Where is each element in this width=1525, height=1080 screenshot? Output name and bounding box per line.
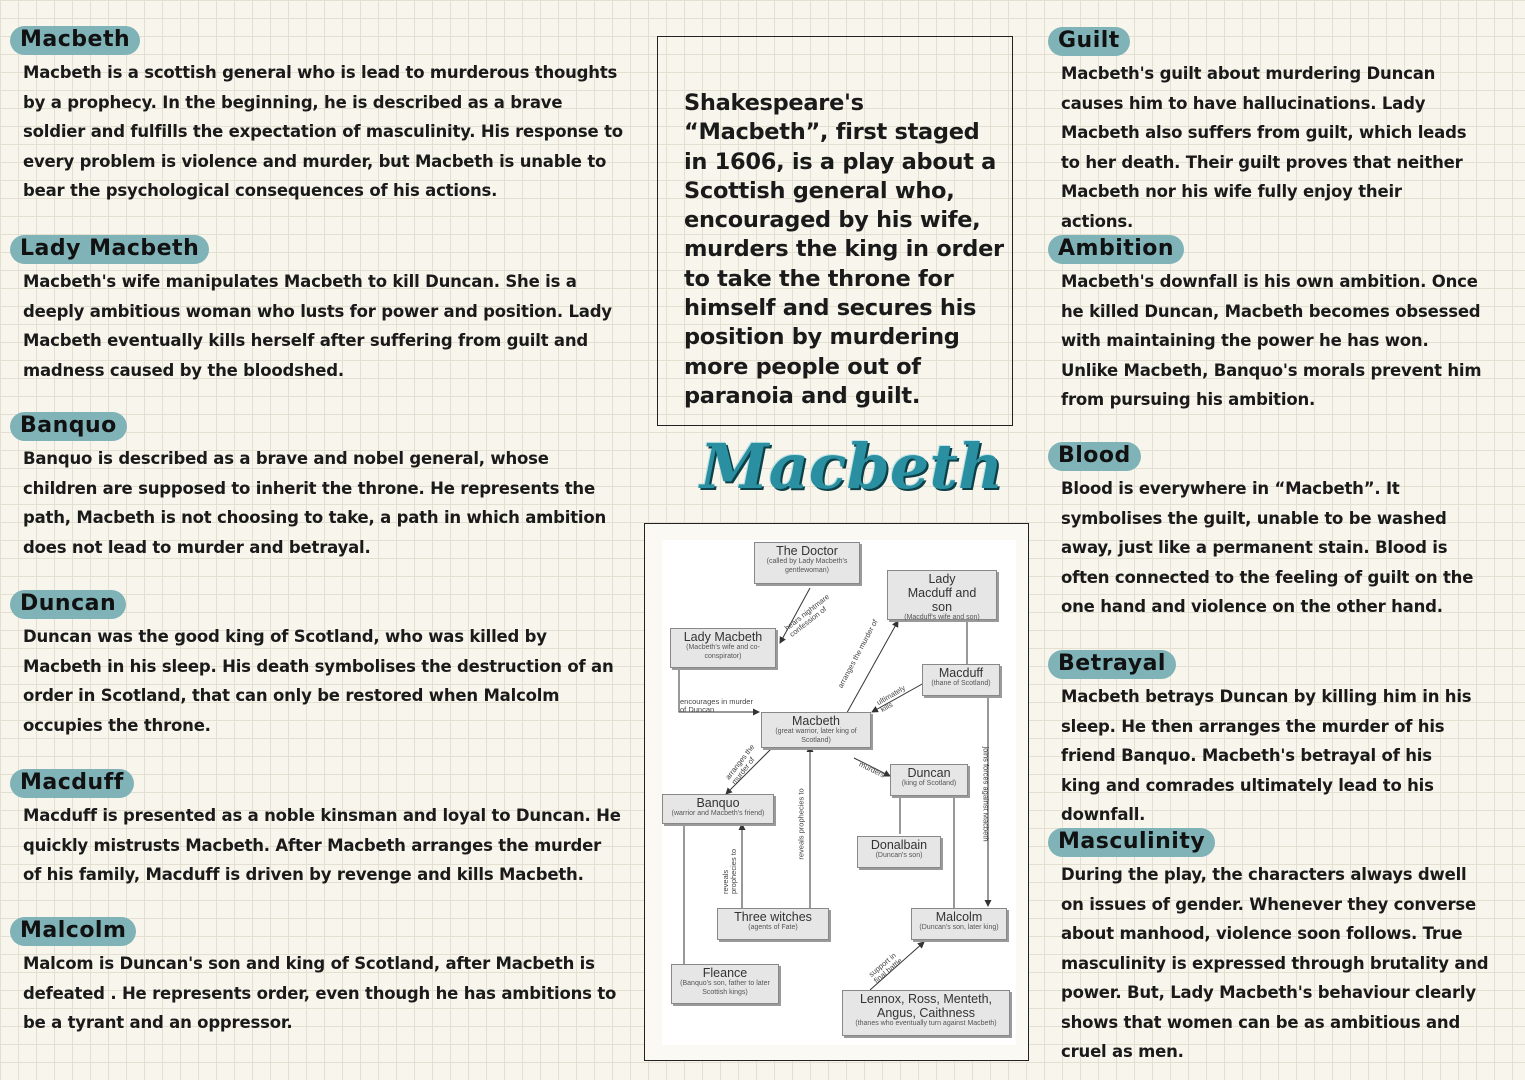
section-heading: Ambition [1048, 235, 1184, 264]
intro-box [657, 36, 1013, 426]
node-subtitle: (thanes who eventually turn against Macbeth) [855, 1020, 997, 1027]
diagram-node-witches [717, 908, 829, 940]
edge-label-arranges-macduff: arranges the murder of [835, 617, 880, 690]
node-subtitle: (warrior and Macbeth's friend) [671, 810, 765, 817]
edge-label-support: support in final battle [866, 950, 905, 985]
diagram-node-lady-macduff [887, 570, 997, 620]
diagram-node-duncan [890, 764, 968, 796]
theme-section-ambition [1048, 235, 1508, 415]
section-text: Macbeth's guilt about murdering Duncan causes him to have hallucinations. Lady Macbeth also suffers from guilt, which leads to her death. Their guilt proves that neither Macbeth nor his wife fully enjoy their actions. [1061, 64, 1467, 231]
node-name: Three witches [734, 910, 812, 924]
node-subtitle: (Duncan's son, later king) [919, 924, 999, 931]
node-name: Macduff [938, 666, 984, 680]
diagram-node-doctor [754, 542, 860, 584]
edge-label-hears: hears nightmare confession of [782, 592, 832, 639]
diagram-node-thanes [842, 990, 1010, 1036]
section-text: Macbeth is a scottish general who is lead to murderous thoughts by a prophecy. In the beginning, he is described as a brave soldier and fulfills the expectation of masculinity. His response to every problem is violence and murder, but Macbeth is unable to bear the psychological consequences of his actions. [23, 63, 623, 200]
section-heading: Betrayal [1048, 650, 1176, 679]
edge-label-kills: ultimately kills [874, 683, 907, 714]
edge-label-murders: murders [857, 759, 887, 780]
diagram-node-banquo [662, 794, 774, 824]
character-section-malcolm [10, 917, 640, 1038]
character-section-banquo [10, 412, 640, 562]
character-section-macbeth [10, 26, 640, 206]
edge-label-reveals-banquo: reveals prophecies to [721, 848, 738, 894]
node-subtitle: (agents of Fate) [748, 924, 798, 931]
character-section-macduff [10, 769, 640, 890]
section-text: Blood is everywhere in “Macbeth”. It symbolises the guilt, unable to be washed away, just like a permanent stain. Blood is often connected to the feeling of guilt on the one hand and violence on the other hand. [1061, 479, 1474, 616]
node-name: Banquo [696, 796, 740, 810]
diagram-node-donalbain [857, 836, 941, 868]
node-subtitle: (Macduff's wife and son) [904, 614, 980, 621]
section-heading: Banquo [10, 412, 127, 441]
diagram-canvas [662, 540, 1016, 1045]
diagram-node-macbeth [761, 712, 871, 748]
theme-section-guilt [1048, 27, 1508, 236]
page-title: Macbeth [700, 430, 1004, 503]
theme-section-masculinity [1048, 828, 1508, 1067]
node-name: Duncan [907, 766, 951, 780]
node-name: Lady Macduff and son [907, 572, 977, 614]
node-name: Fleance [702, 966, 748, 980]
node-subtitle: (Duncan's son) [875, 852, 923, 859]
section-heading: Duncan [10, 590, 126, 619]
section-heading: Blood [1048, 442, 1141, 471]
node-subtitle: (thane of Scotland) [931, 680, 991, 687]
section-heading: Malcolm [10, 917, 136, 946]
section-heading: Lady Macbeth [10, 235, 209, 264]
node-name: Lady Macbeth [683, 630, 763, 644]
diagram-node-macduff [922, 664, 1000, 696]
section-text: Macduff is presented as a noble kinsman and loyal to Duncan. He quickly mistrusts Macbeth. After Macbeth arranges the murder of his family, Macduff is driven by revenge and kills Macbeth. [23, 806, 621, 884]
node-name: Macbeth [792, 714, 840, 728]
character-section-lady-macbeth [10, 235, 640, 385]
section-heading: Macduff [10, 769, 134, 798]
section-text: Banquo is described as a brave and nobel general, whose children are supposed to inherit the throne. He represents the path, Macbeth is not choosing to take, a path in which ambition does not lead to murder and betrayal. [23, 449, 607, 557]
character-section-duncan [10, 590, 640, 740]
section-text: Macbeth's downfall is his own ambition. Once he killed Duncan, Macbeth becomes obsessed with maintaining the power he has won. Unlike Macbeth, Banquo's morals prevent him from pursuing his ambition. [1061, 272, 1482, 409]
diagram-node-fleance [671, 964, 779, 1004]
section-text: During the play, the characters always dwell on issues of gender. Whenever they converse about manhood, violence soon follows. True masculinity is expressed through brutality and power. But, Lady Macbeth's behaviour clearly shows that women can be as ambitious and cruel as men. [1061, 865, 1489, 1061]
node-subtitle: (called by Lady Macbeth's gentlewoman) [766, 558, 848, 574]
diagram-node-lady-macbeth [670, 628, 776, 668]
node-name: Lennox, Ross, Menteth, Angus, Caithness [859, 992, 993, 1020]
node-subtitle: (Banquo's son, father to later Scottish kings) [680, 980, 770, 996]
edge-label-joins: joins forces against Macbeth [981, 746, 991, 842]
intro-text: Shakespeare's “Macbeth”, first staged in 1606, is a play about a Scottish general who, encouraged by his wife, murders the king in order to take the throne for himself and secures his position by murdering more people out of paranoia and guilt. [684, 90, 1004, 409]
theme-section-betrayal [1048, 650, 1508, 830]
edge-label-arranges-banquo: arranges the murder of [723, 742, 757, 787]
node-subtitle: (king of Scotland) [901, 780, 957, 787]
diagram-node-malcolm [911, 908, 1007, 940]
node-subtitle: (great warrior, later king of Scotland) [775, 728, 857, 744]
section-text: Duncan was the good king of Scotland, who was killed by Macbeth in his sleep. His death symbolises the destruction of an order in Scotland, that can only be restored when Malcolm occupies the throne. [23, 627, 614, 735]
edge-label-encourages: encourages in murder of Duncan [680, 697, 753, 714]
section-text: Macbeth's wife manipulates Macbeth to kill Duncan. She is a deeply ambitious woman who lusts for power and position. Lady Macbeth eventually kills herself after suffering from guilt and madness caused by the bloodshed. [23, 272, 612, 380]
edge-label-reveals-macbeth: reveals prophecies to [796, 788, 806, 860]
section-heading: Masculinity [1048, 828, 1215, 857]
section-heading: Macbeth [10, 26, 140, 55]
theme-section-blood [1048, 442, 1508, 622]
section-text: Malcom is Duncan's son and king of Scotland, after Macbeth is defeated . He represents order, even though he has ambitions to be a tyrant and an oppressor. [23, 954, 617, 1032]
node-subtitle: (Macbeth's wife and co-conspirator) [686, 644, 760, 660]
character-diagram [644, 523, 1029, 1061]
node-name: Donalbain [870, 838, 928, 852]
node-name: The Doctor [776, 544, 838, 558]
section-heading: Guilt [1048, 27, 1130, 56]
section-text: Macbeth betrays Duncan by killing him in his sleep. He then arranges the murder of his friend Banquo. Macbeth's betrayal of his king and comrades ultimately lead to his downfall. [1061, 687, 1472, 824]
node-name: Malcolm [935, 910, 983, 924]
